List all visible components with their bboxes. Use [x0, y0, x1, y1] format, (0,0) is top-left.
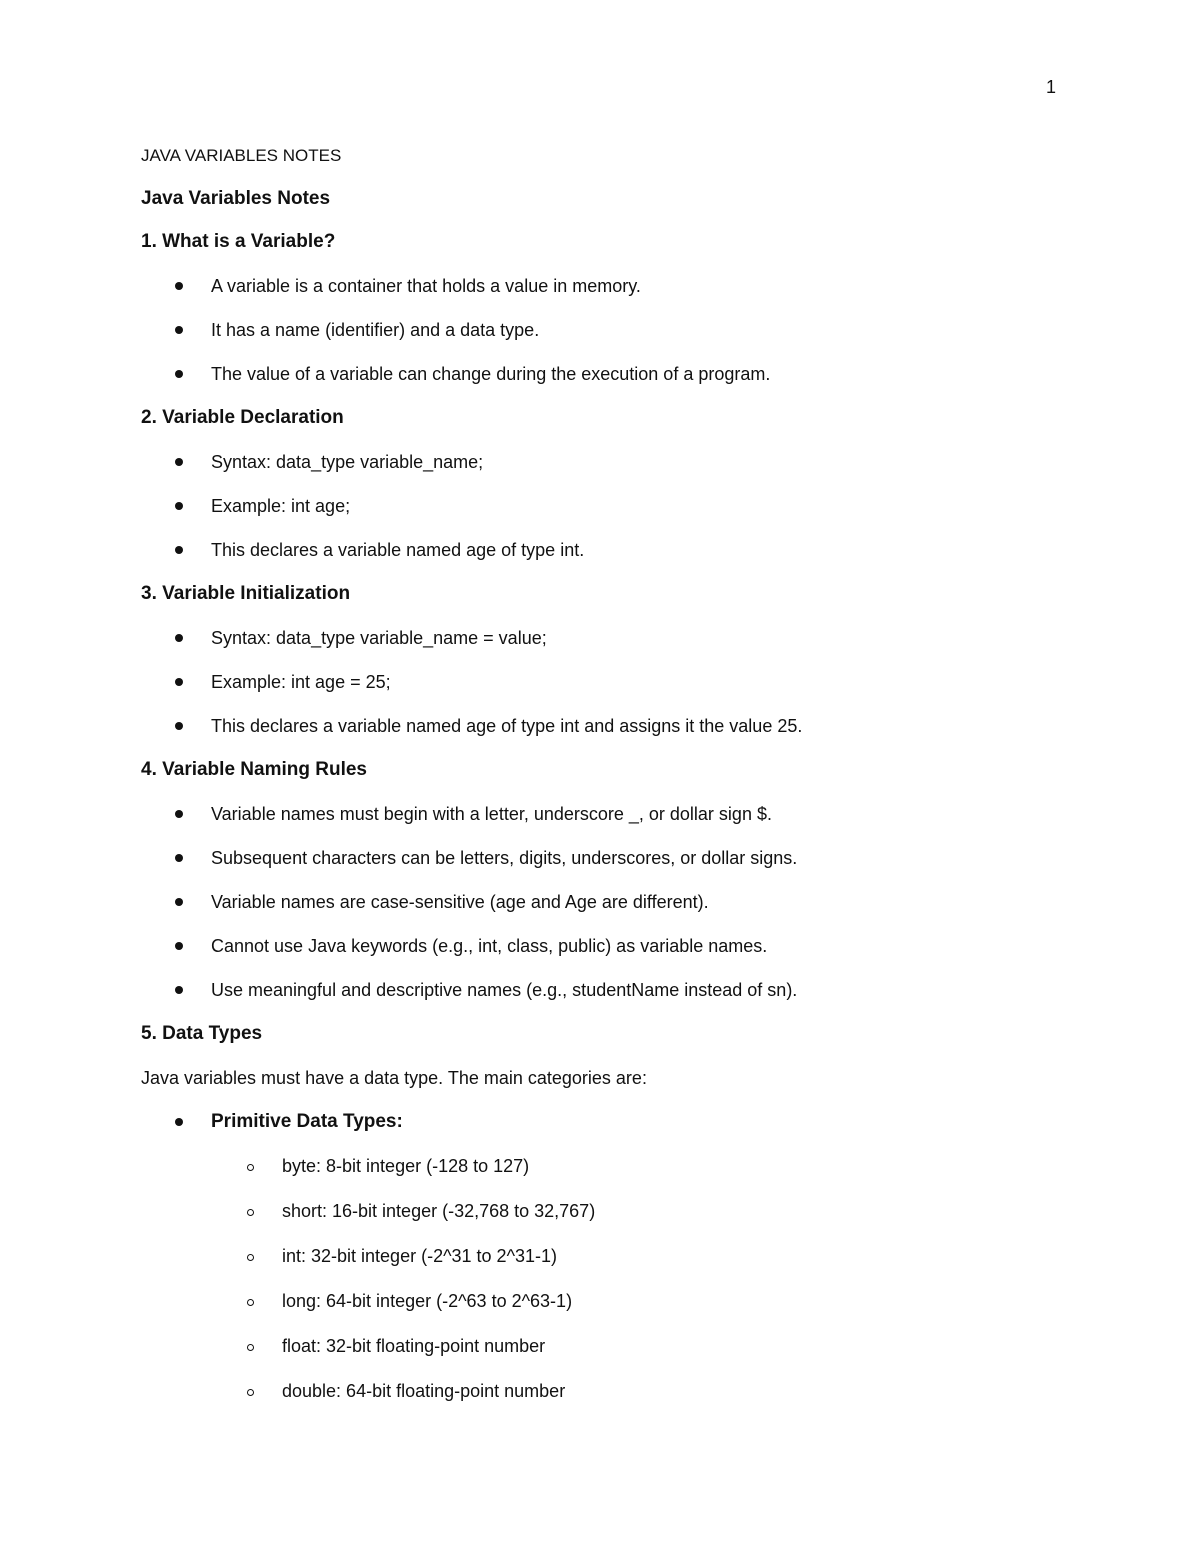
- list-item-text: It has a name (identifier) and a data type.: [211, 320, 540, 340]
- section-heading: 3. Variable Initialization: [141, 583, 351, 604]
- sub-list-item: [211, 1245, 1081, 1267]
- list-item: [141, 495, 1081, 517]
- list-item: [141, 539, 1081, 561]
- bullet-icon: [175, 502, 183, 510]
- document-body: [141, 145, 1081, 1425]
- list-item-text: Use meaningful and descriptive names (e.g., studentName instead of sn).: [211, 980, 798, 1000]
- list-item-text: This declares a variable named age of type int.: [211, 540, 585, 560]
- sub-list-item-text: float: 32-bit floating-point number: [282, 1336, 546, 1356]
- list-item-text: Variable names are case-sensitive (age and Age are different).: [211, 892, 709, 912]
- bullet-icon: [175, 326, 183, 334]
- list-item-text: The value of a variable can change during the execution of a program.: [211, 364, 771, 384]
- sub-list-item: [211, 1200, 1081, 1222]
- bullet-icon: [175, 370, 183, 378]
- sub-list-item-text: long: 64-bit integer (-2^63 to 2^63-1): [282, 1291, 573, 1311]
- section-heading: 1. What is a Variable?: [141, 231, 336, 252]
- sub-list-item-text: double: 64-bit floating-point number: [282, 1381, 566, 1401]
- bullet-icon: [175, 458, 183, 466]
- bullet-list: [141, 803, 1081, 1001]
- running-head: JAVA VARIABLES NOTES: [141, 146, 342, 165]
- list-item-text: This declares a variable named age of type int and assigns it the value 25.: [211, 716, 803, 736]
- hollow-bullet-icon: [247, 1209, 254, 1216]
- section-heading: 2. Variable Declaration: [141, 407, 344, 428]
- bullet-list: [141, 451, 1081, 561]
- list-item: [141, 979, 1081, 1001]
- list-item: [141, 1111, 1081, 1402]
- list-item-text: Example: int age;: [211, 496, 351, 516]
- bullet-icon: [175, 282, 183, 290]
- bullet-icon: [175, 898, 183, 906]
- list-item: [141, 275, 1081, 297]
- sub-list: [211, 1155, 1081, 1402]
- sub-list-item-text: int: 32-bit integer (-2^31 to 2^31-1): [282, 1246, 558, 1266]
- list-item-text: A variable is a container that holds a value in memory.: [211, 276, 641, 296]
- list-item-text: Subsequent characters can be letters, digits, underscores, or dollar signs.: [211, 848, 798, 868]
- list-item-text: Example: int age = 25;: [211, 672, 391, 692]
- list-item-text: Syntax: data_type variable_name = value;: [211, 628, 547, 648]
- list-item: [141, 715, 1081, 737]
- list-item: [141, 451, 1081, 473]
- hollow-bullet-icon: [247, 1164, 254, 1171]
- list-item: [141, 627, 1081, 649]
- bullet-icon: [175, 854, 183, 862]
- group-label: Primitive Data Types:: [211, 1111, 403, 1132]
- hollow-bullet-icon: [247, 1254, 254, 1261]
- bullet-icon: [175, 546, 183, 554]
- page-number: 1: [1046, 77, 1057, 97]
- bullet-icon: [175, 678, 183, 686]
- sub-list-item: [211, 1290, 1081, 1312]
- hollow-bullet-icon: [247, 1389, 254, 1396]
- list-item: [141, 671, 1081, 693]
- bullet-icon: [175, 634, 183, 642]
- bullet-list: [141, 1111, 1081, 1402]
- bullet-icon: [175, 1118, 183, 1126]
- section-heading: 5. Data Types: [141, 1023, 263, 1044]
- bullet-icon: [175, 810, 183, 818]
- sub-list-item-text: byte: 8-bit integer (-128 to 127): [282, 1156, 530, 1176]
- bullet-list: [141, 627, 1081, 737]
- list-item: [141, 891, 1081, 913]
- sub-list-item: [211, 1380, 1081, 1402]
- list-item-text: Cannot use Java keywords (e.g., int, class, public) as variable names.: [211, 936, 768, 956]
- document-title: Java Variables Notes: [141, 188, 331, 209]
- bullet-list: [141, 275, 1081, 385]
- sub-list-item-text: short: 16-bit integer (-32,768 to 32,767): [282, 1201, 596, 1221]
- list-item: [141, 803, 1081, 825]
- list-item: [141, 363, 1081, 385]
- bullet-icon: [175, 942, 183, 950]
- paragraph: Java variables must have a data type. The main categories are:: [141, 1068, 647, 1088]
- section-heading: 4. Variable Naming Rules: [141, 759, 367, 780]
- list-item: [141, 935, 1081, 957]
- sub-list-item: [211, 1335, 1081, 1357]
- list-item-text: Syntax: data_type variable_name;: [211, 452, 484, 472]
- hollow-bullet-icon: [247, 1344, 254, 1351]
- list-item-text: Variable names must begin with a letter, underscore _, or dollar sign $.: [211, 804, 772, 824]
- sub-list-wrapper: [141, 1155, 1081, 1402]
- bullet-icon: [175, 722, 183, 730]
- list-item: [141, 319, 1081, 341]
- bullet-icon: [175, 986, 183, 994]
- hollow-bullet-icon: [247, 1299, 254, 1306]
- list-item: [141, 847, 1081, 869]
- sub-list-item: [211, 1155, 1081, 1177]
